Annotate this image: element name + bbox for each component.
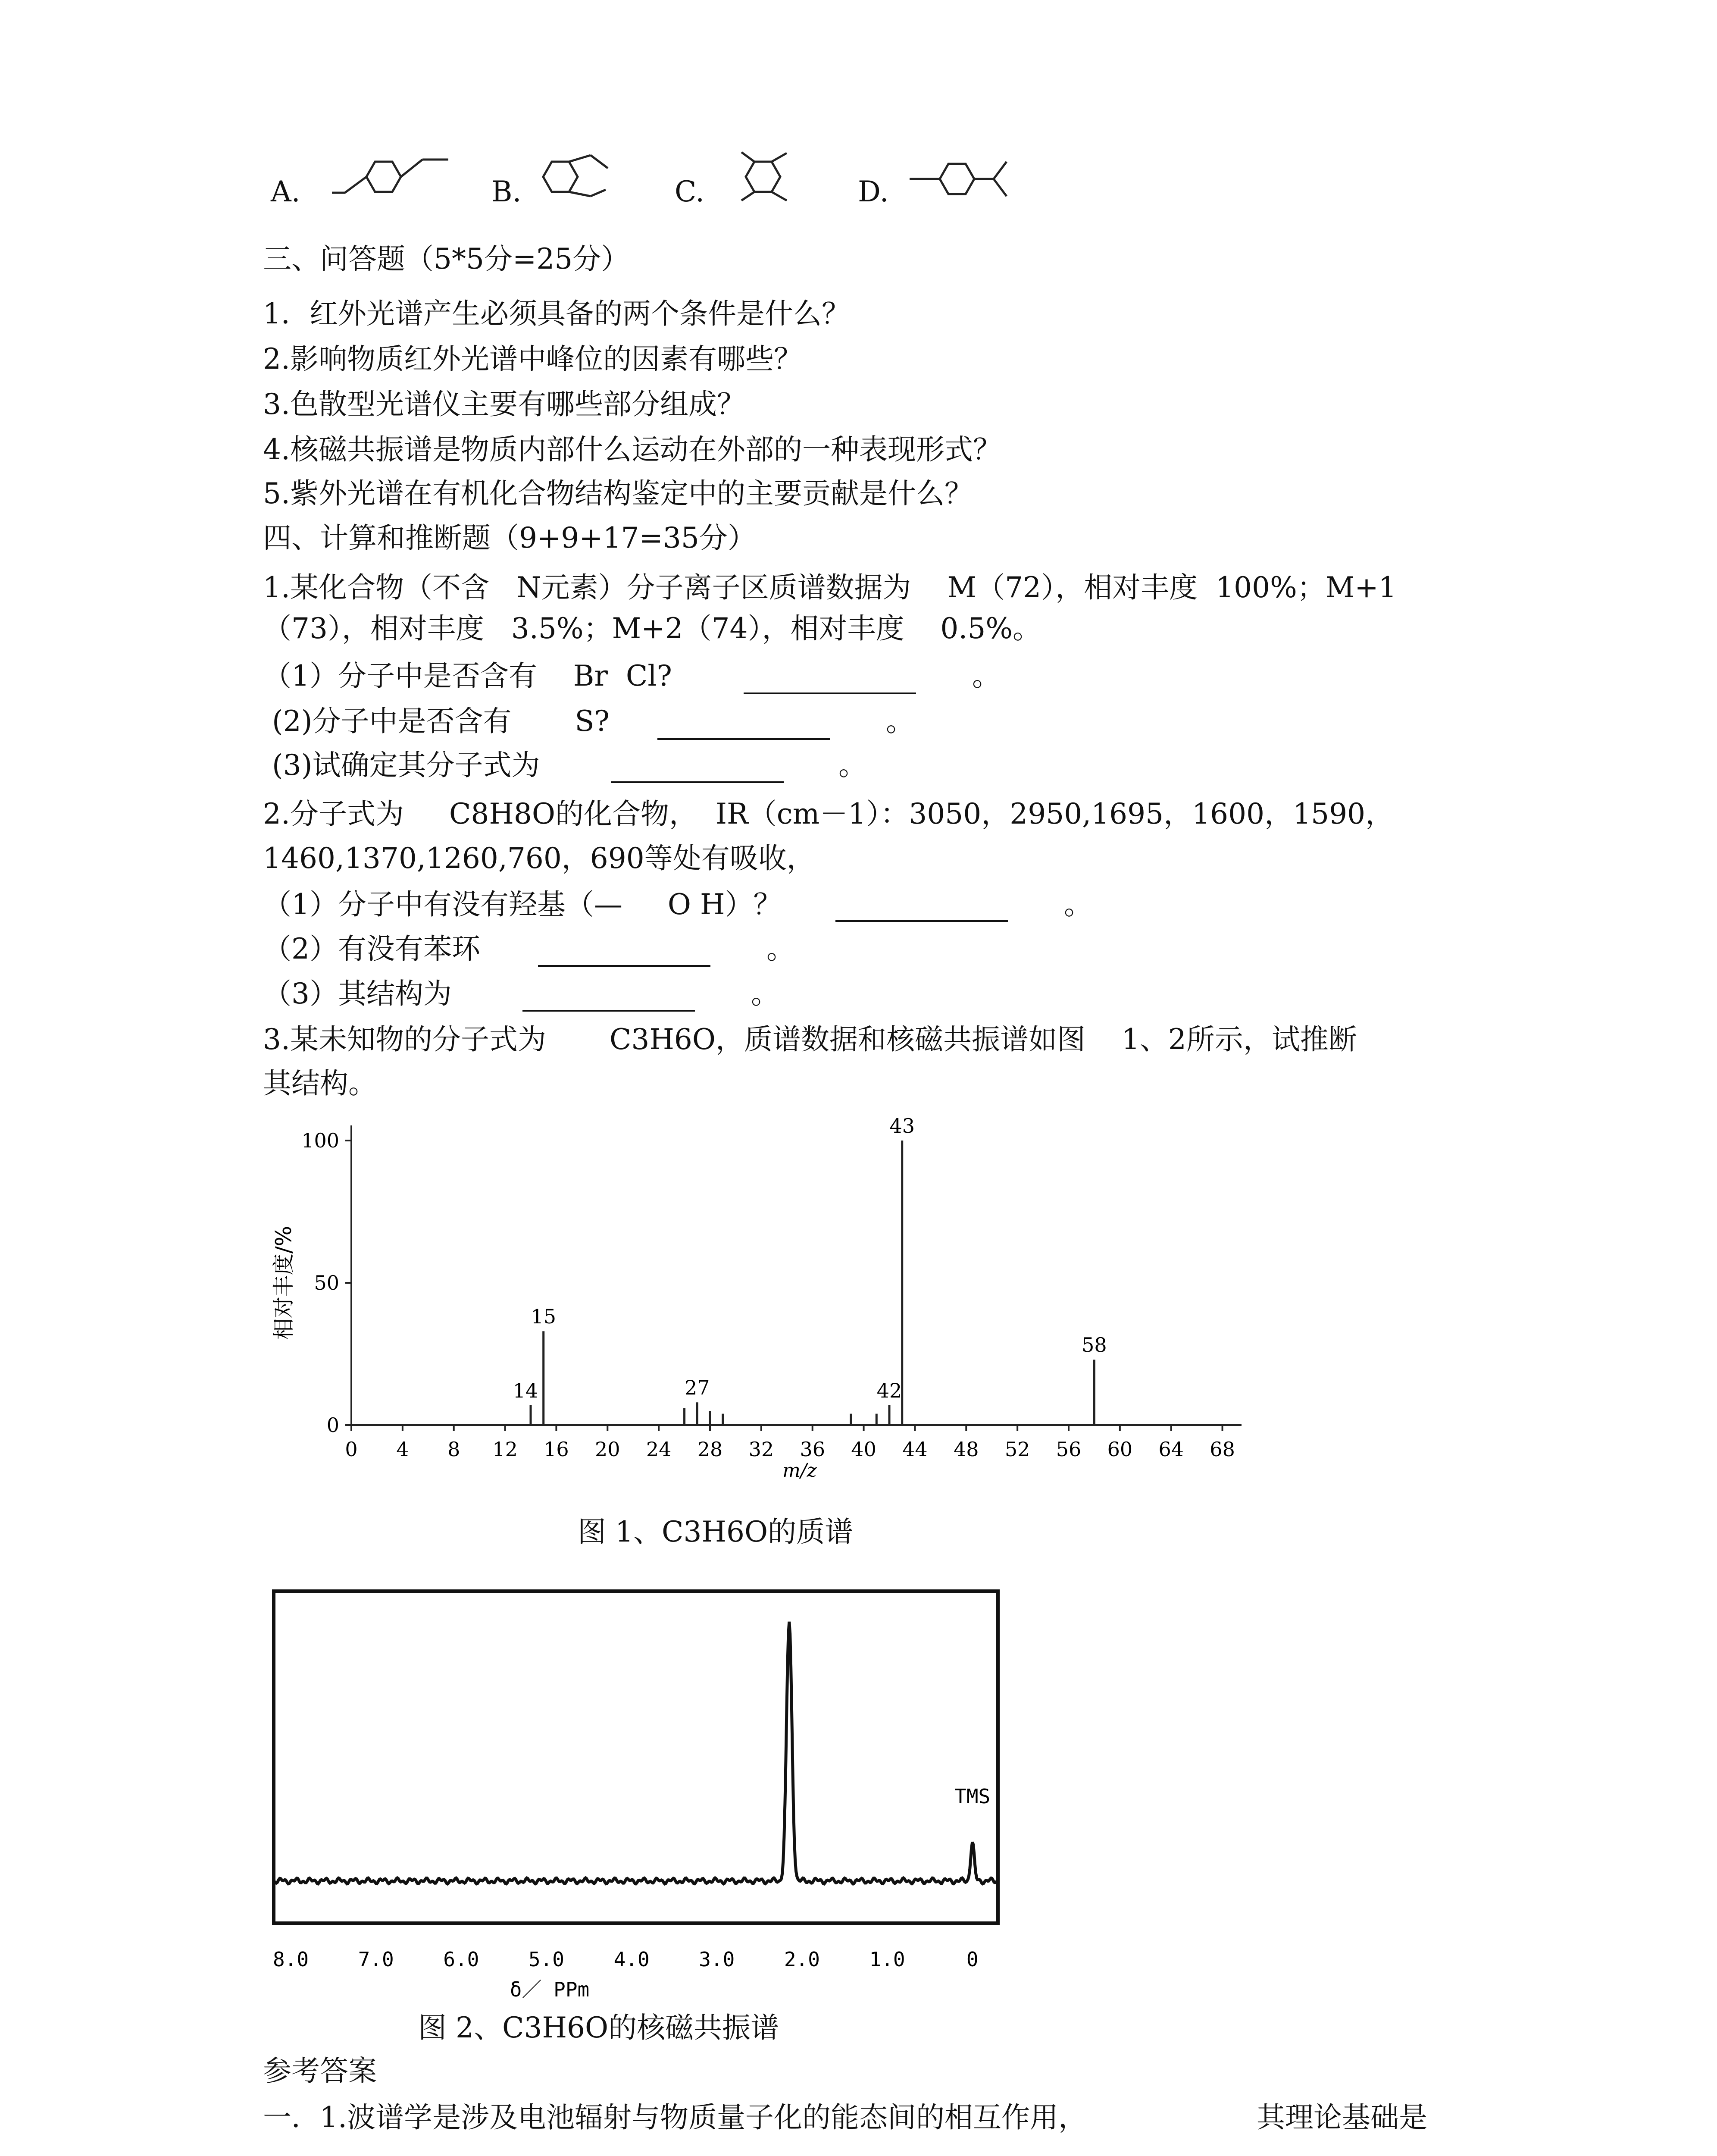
x-tick-label: 36	[800, 1438, 825, 1461]
option-a-label: A.	[271, 175, 300, 208]
q2-sub3-end: 。	[751, 977, 779, 1010]
x-tick-label: 5.0	[528, 1948, 565, 1971]
x-tick-label: 3.0	[699, 1948, 735, 1971]
q3-line1: 3.某未知物的分子式为 C3H6O，质谱数据和核磁共振谱如图 1、2所示，试推断	[263, 1023, 1357, 1056]
answer-line1-b: 其理论基础是	[1257, 2101, 1427, 2134]
x-tick-label: 16	[544, 1438, 569, 1461]
q1-sub2: (2)分子中是否含有 S?	[263, 705, 610, 738]
x-tick-label: 52	[1004, 1438, 1030, 1461]
ms-peak-label: 58	[1082, 1333, 1107, 1357]
y-tick-label: 0	[326, 1413, 339, 1437]
x-tick-label: 12	[492, 1438, 518, 1461]
q2-line1: 2.分子式为 C8H8O的化合物， IR（cm－1）：3050，2950,1695，1600，1590，	[263, 797, 1394, 830]
q2-sub2: （2）有没有苯环	[263, 932, 480, 965]
section3-question-4: 4.核磁共振谱是物质内部什么运动在外部的一种表现形式？	[263, 433, 1001, 466]
q2-sub3: （3）其结构为	[263, 977, 452, 1010]
x-tick-label: 40	[851, 1438, 876, 1461]
ms-peak-label: 43	[889, 1114, 915, 1138]
ms-peak-label: 27	[685, 1376, 710, 1400]
ms-peak-label: 42	[876, 1379, 902, 1402]
y-axis-label: 相对丰度/%	[271, 1225, 296, 1340]
x-tick-label: 4	[396, 1438, 409, 1461]
section3-heading: 三、问答题（5*5分=25分）	[263, 242, 630, 276]
q1-line2: （73），相对丰度 3.5%；M+2（74），相对丰度 0.5%。	[263, 612, 1041, 645]
section4-heading: 四、计算和推断题（9+9+17=35分）	[263, 521, 756, 555]
x-tick-label: 28	[697, 1438, 723, 1461]
section3-question-1: 1．红外光谱产生必须具备的两个条件是什么？	[263, 297, 850, 330]
ms-peak-label: 14	[513, 1379, 538, 1402]
figure2-caption: 图 2、C3H6O的核磁共振谱	[418, 2011, 779, 2044]
q2-sub1: （1）分子中有没有羟基（— O H）？	[263, 888, 782, 921]
answers-heading: 参考答案	[263, 2054, 377, 2087]
x-tick-label: 56	[1056, 1438, 1082, 1461]
x-tick-label: 0	[966, 1948, 979, 1971]
q1-sub1-end: 。	[972, 659, 1001, 693]
x-tick-label: 60	[1107, 1438, 1133, 1461]
x-tick-label: 8	[447, 1438, 460, 1461]
section3-question-2: 2.影响物质红外光谱中峰位的因素有哪些？	[263, 342, 802, 376]
x-tick-label: 6.0	[443, 1948, 479, 1971]
x-tick-label: 48	[954, 1438, 979, 1461]
y-tick-label: 50	[314, 1271, 339, 1294]
x-tick-label: 68	[1210, 1438, 1235, 1461]
q3-line2: 其结构。	[263, 1067, 377, 1100]
q1-sub3: (3)试确定其分子式为	[263, 749, 540, 782]
ms-peak-label: 15	[531, 1305, 556, 1329]
section3-question-5: 5.紫外光谱在有机化合物结构鉴定中的主要贡献是什么？	[263, 477, 973, 510]
q1-sub2-end: 。	[886, 705, 914, 738]
x-tick-label: 0	[345, 1438, 358, 1461]
x-tick-label: 20	[595, 1438, 620, 1461]
x-tick-label: 24	[646, 1438, 672, 1461]
x-axis-label: m/z	[782, 1460, 817, 1482]
q1-sub3-end: 。	[838, 749, 867, 782]
nmr-trace	[274, 1622, 998, 1884]
nmr-peak-label: TMS	[954, 1785, 991, 1808]
x-tick-label: 1.0	[869, 1948, 905, 1971]
y-tick-label: 100	[301, 1129, 339, 1152]
section3-question-3: 3.色散型光谱仪主要有哪些部分组成？	[263, 388, 745, 421]
answer-line1-a: 一．1.波谱学是涉及电池辐射与物质量子化的能态间的相互作用，	[263, 2101, 1087, 2134]
x-tick-label: 7.0	[358, 1948, 394, 1971]
x-tick-label: 64	[1158, 1438, 1184, 1461]
q2-line2: 1460,1370,1260,760，690等处有吸收，	[263, 842, 815, 875]
x-tick-label: 4.0	[613, 1948, 650, 1971]
x-tick-label: 8.0	[272, 1948, 309, 1971]
x-tick-label: 32	[748, 1438, 774, 1461]
nmr-frame	[274, 1591, 998, 1923]
option-c-label: C.	[675, 175, 705, 208]
x-axis-label: δ／ PPm	[510, 1978, 590, 2001]
q2-sub1-end: 。	[1064, 888, 1092, 921]
q1-sub1: （1）分子中是否含有 Br Cl?	[263, 659, 672, 693]
x-tick-label: 2.0	[784, 1948, 820, 1971]
q1-line1: 1.某化合物（不含 N元素）分子离子区质谱数据为 M（72），相对丰度 100%；M+1	[263, 571, 1397, 604]
x-tick-label: 44	[902, 1438, 928, 1461]
option-d-label: D.	[858, 175, 889, 208]
option-b-label: B.	[491, 175, 522, 208]
q2-sub2-end: 。	[766, 932, 795, 965]
figure1-caption: 图 1、C3H6O的质谱	[578, 1515, 854, 1548]
